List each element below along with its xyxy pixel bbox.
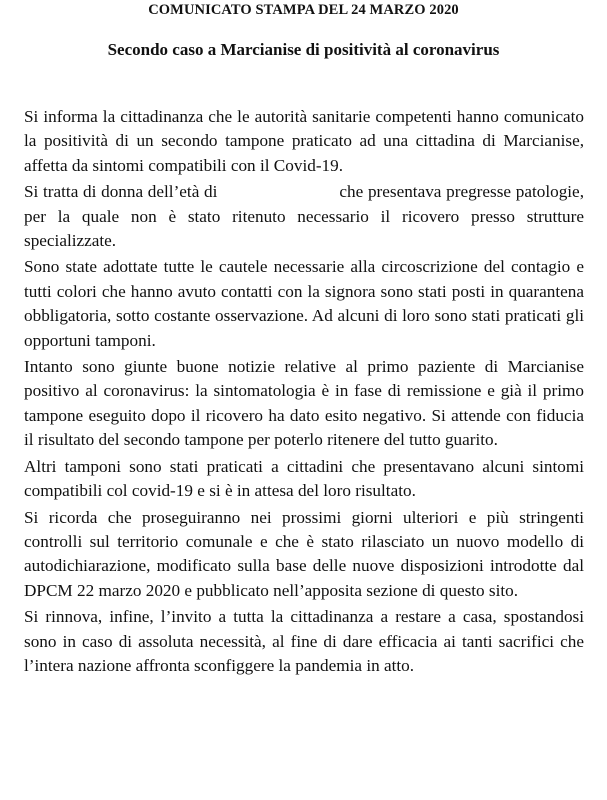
page-title: Secondo caso a Marcianise di positività al coronavirus <box>107 40 500 59</box>
paragraph-stay-home-appeal: Si rinnova, infine, l’invito a tutta la cittadinanza a restare a casa, spostandosi sono in caso di assoluta necessità, al fine di dare efficacia ai tanti sacrifici che l’intera nazione affronta sconfiggere la pandemia in atto. <box>24 607 584 675</box>
paragraph-precautions: Sono state adottate tutte le cautele necessarie alla circoscrizione del contagio e tutti colori che hanno avuto contatti con la signora sono stati posti in quarantena obbligatoria, sotto costante osservazione. Ad alcuni di loro sono stati praticati gli opportuni tamponi. <box>24 257 584 350</box>
paragraph-patient-details-start: Si tratta di donna dell’età di <box>24 182 218 202</box>
paragraph-first-patient-news: Intanto sono giunte buone notizie relative al primo paziente di Marcianise positivo al coronavirus: la sintomatologia è in fase di remissione e già il primo tampone eseguito dopo il ricovero ha dato esito negativo. Si attende con fiducia il risultato del secondo tampone per poterlo ritenere del tutto guarito. <box>24 357 584 450</box>
paragraph-positive-case: Si informa la cittadinanza che le autorità sanitarie competenti hanno comunicato la positività di un secondo tampone praticato ad una cittadina di Marcianise, affetta da sintomi compatibili con il Covid-19. <box>24 107 584 175</box>
press-release-body <box>24 105 584 680</box>
paragraph-controls-reminder: Si ricorda che proseguiranno nei prossimi giorni ulteriori e più stringenti controlli sul territorio comunale e che è stato rilasciato un nuovo modello di autodichiarazione, modificato sulla base delle nuove disposizioni introdotte dal DPCM 22 marzo 2020 e pubblicato nell’apposita sezione di questo sito. <box>24 507 584 600</box>
paragraph-patient-details-end: che presentava pregresse patologie, per la quale non è stato ritenuto necessario il ricovero presso strutture specializzate. <box>24 182 584 251</box>
press-release-date-heading: COMUNICATO STAMPA DEL 24 MARZO 2020 <box>148 2 459 18</box>
paragraph-patient-details <box>24 180 584 253</box>
paragraph-other-tests: Altri tamponi sono stati praticati a cittadini che presentavano alcuni sintomi compatibili col covid-19 e si è in attesa del loro risultato. <box>24 456 584 501</box>
